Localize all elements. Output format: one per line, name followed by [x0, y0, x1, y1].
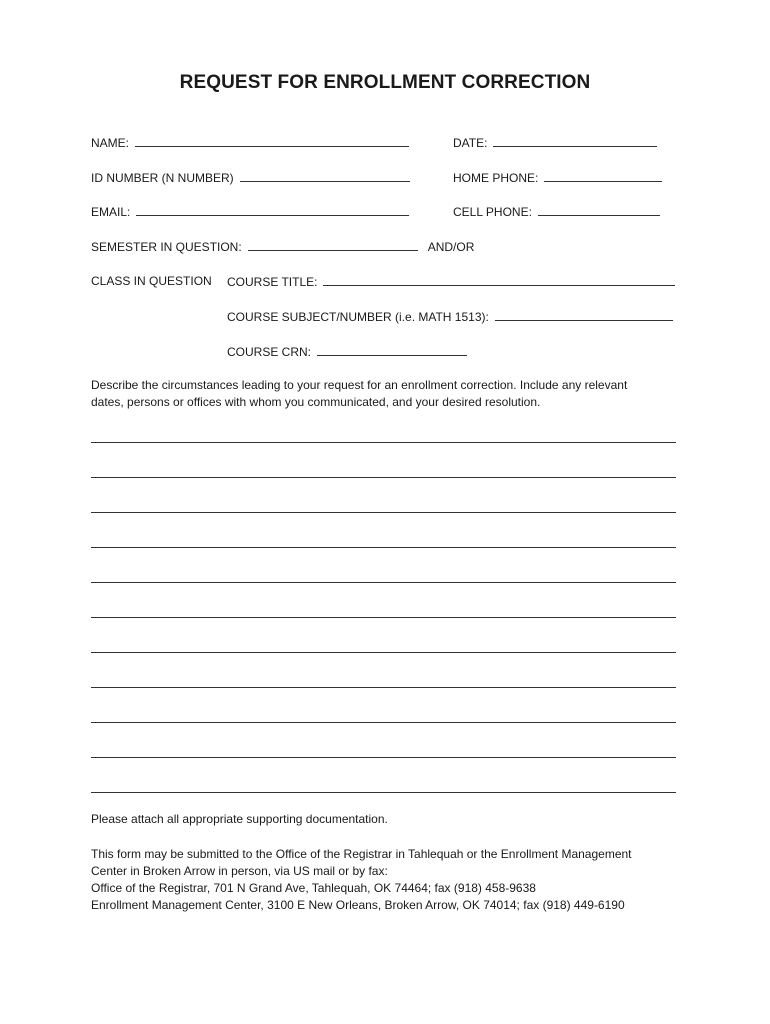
home-phone-row: [453, 170, 662, 185]
course-subject-row: [227, 309, 673, 324]
course-crn-label: COURSE CRN:: [227, 345, 312, 359]
description-line-5[interactable]: [91, 582, 676, 583]
cell-phone-label: CELL PHONE:: [453, 205, 532, 219]
course-crn-row: [227, 344, 467, 359]
cell-phone-row: [453, 204, 660, 219]
form-title: REQUEST FOR ENROLLMENT CORRECTION: [179, 72, 591, 93]
description-line-11[interactable]: [91, 792, 676, 793]
id-number-label: ID NUMBER (N NUMBER): [91, 171, 234, 185]
description-line-4[interactable]: [91, 547, 676, 548]
date-row: [453, 135, 657, 150]
attach-note: Please attach all appropriate supporting documentation.: [91, 812, 388, 826]
course-subject-field[interactable]: [495, 309, 673, 321]
name-row: [91, 135, 409, 150]
submission-line-1: This form may be submitted to the Office of the Registrar in Tahlequah or the Enrollment Management: [91, 847, 632, 861]
description-line-10[interactable]: [91, 757, 676, 758]
course-subject-label: COURSE SUBJECT/NUMBER (i.e. MATH 1513):: [227, 310, 489, 324]
course-crn-field[interactable]: [317, 344, 467, 356]
course-title-field[interactable]: [323, 274, 675, 286]
describe-line-1: Describe the circumstances leading to your request for an enrollment correction. Include any relevant: [91, 378, 628, 392]
email-field[interactable]: [136, 204, 409, 216]
home-phone-label: HOME PHONE:: [453, 171, 539, 185]
description-line-2[interactable]: [91, 477, 676, 478]
semester-row: [91, 239, 474, 254]
id-number-row: [91, 170, 410, 185]
cell-phone-field[interactable]: [538, 204, 660, 216]
date-label: DATE:: [453, 136, 488, 150]
description-line-9[interactable]: [91, 722, 676, 723]
semester-field[interactable]: [248, 239, 418, 251]
class-in-question-label: CLASS IN QUESTION: [91, 274, 212, 288]
and-or-label: AND/OR: [427, 240, 475, 254]
name-label: NAME:: [91, 136, 130, 150]
description-line-1[interactable]: [91, 442, 676, 443]
registrar-address: Office of the Registrar, 701 N Grand Ave, Tahlequah, OK 74464; fax (918) 458-9638: [91, 881, 536, 895]
enrollment-center-address: Enrollment Management Center, 3100 E New Orleans, Broken Arrow, OK 74014; fax (918) 449-6190: [91, 898, 625, 912]
course-title-row: [227, 274, 675, 289]
course-title-label: COURSE TITLE:: [227, 275, 318, 289]
email-row: [91, 204, 409, 219]
describe-instructions: [91, 377, 691, 411]
submission-line-2: Center in Broken Arrow in person, via US mail or by fax:: [91, 864, 388, 878]
description-line-3[interactable]: [91, 512, 676, 513]
email-label: EMAIL:: [91, 205, 131, 219]
describe-line-2: dates, persons or offices with whom you communicated, and your desired resolution.: [91, 395, 541, 409]
date-field[interactable]: [493, 135, 657, 147]
description-line-8[interactable]: [91, 687, 676, 688]
description-line-6[interactable]: [91, 617, 676, 618]
home-phone-field[interactable]: [544, 170, 662, 182]
submission-info: [91, 846, 691, 914]
name-field[interactable]: [135, 135, 409, 147]
semester-label: SEMESTER IN QUESTION:: [91, 240, 242, 254]
id-number-field[interactable]: [240, 170, 410, 182]
description-line-7[interactable]: [91, 652, 676, 653]
